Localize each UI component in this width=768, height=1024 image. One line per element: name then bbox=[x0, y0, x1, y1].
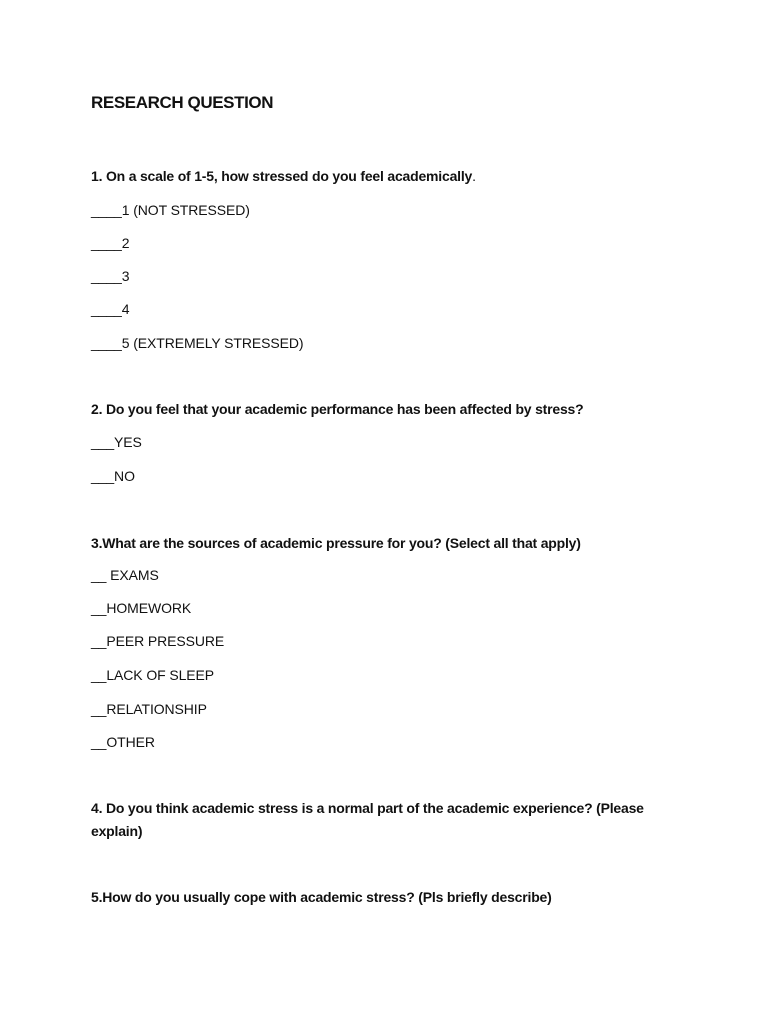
q3-option-homework: __HOMEWORK bbox=[91, 600, 192, 616]
q2-option-yes: ___YES bbox=[91, 434, 142, 450]
q3-option-lack-of-sleep: __LACK OF SLEEP bbox=[91, 667, 215, 683]
q3-option-relationship: __RELATIONSHIP bbox=[91, 701, 207, 717]
q1-option-4: ____4 bbox=[91, 301, 130, 317]
q1-option-5: ____5 (EXTREMELY STRESSED) bbox=[91, 335, 304, 351]
question-1-period: . bbox=[472, 168, 476, 184]
question-4: 4. Do you think academic stress is a normal part of the academic experience? (Please explain) bbox=[91, 800, 644, 839]
question-1-text: 1. On a scale of 1-5, how stressed do you feel academically bbox=[91, 168, 473, 184]
q1-option-2: ____2 bbox=[91, 235, 130, 251]
q3-option-peer-pressure: __PEER PRESSURE bbox=[91, 633, 225, 649]
question-5: 5.How do you usually cope with academic stress? (Pls briefly describe) bbox=[91, 889, 552, 905]
q1-option-3: ____3 bbox=[91, 268, 130, 284]
q1-option-1: ____1 (NOT STRESSED) bbox=[91, 202, 250, 218]
q2-option-no: ___NO bbox=[91, 468, 135, 484]
question-2: 2. Do you feel that your academic performance has been affected by stress? bbox=[91, 401, 584, 417]
q3-option-other: __OTHER bbox=[91, 734, 155, 750]
q3-option-exams: __ EXAMS bbox=[91, 567, 159, 583]
question-3: 3.What are the sources of academic pressure for you? (Select all that apply) bbox=[91, 535, 581, 551]
question-1 bbox=[91, 165, 691, 188]
document-title: RESEARCH QUESTION bbox=[91, 93, 274, 112]
